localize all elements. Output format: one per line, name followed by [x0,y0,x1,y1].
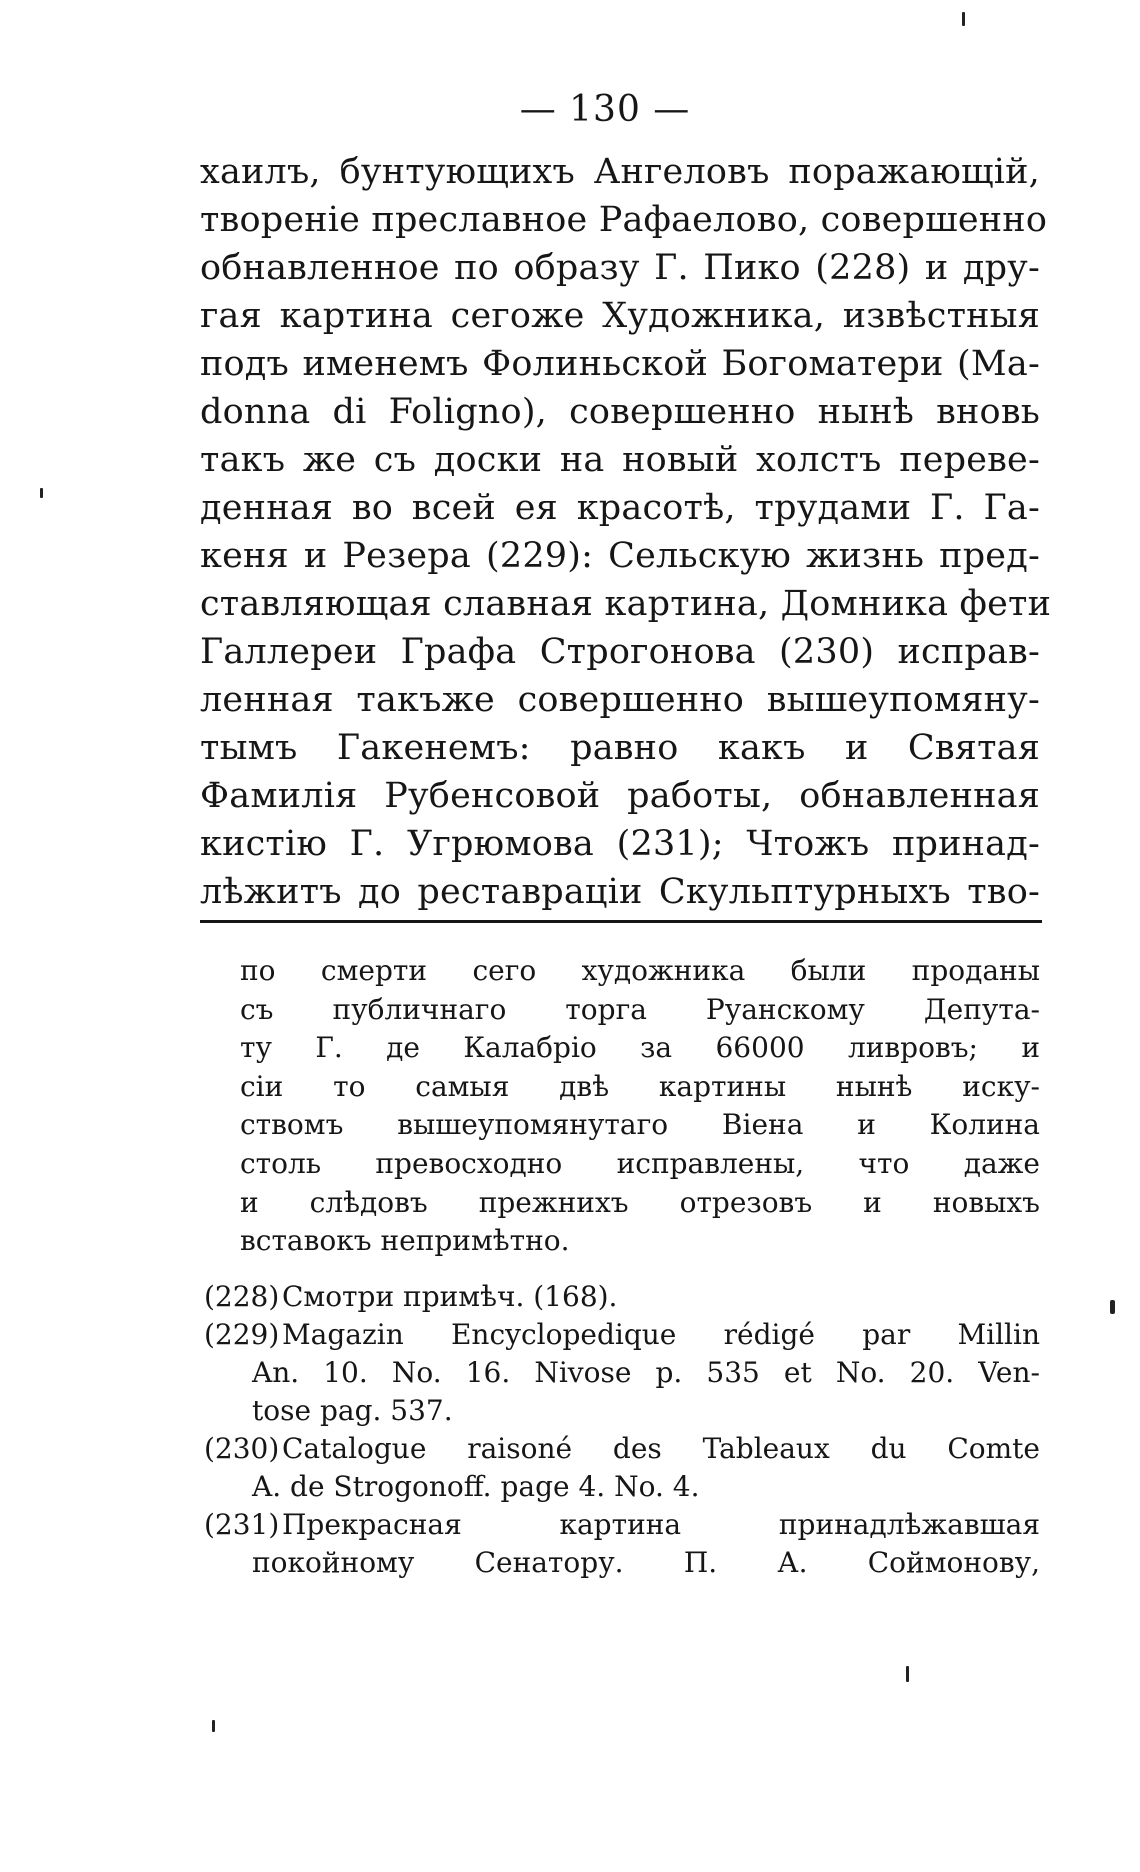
footnote-number: (229) [204,1318,280,1351]
page-number: — 130 — [519,89,691,130]
text-line: ставляющая славная картина, Домника фети [200,584,1052,624]
text-line: ленная такъже совершенно вышеупомяну- [200,680,1040,720]
text-line: кеня и Резера (229): Сельскую жизнь пред- [200,536,1040,576]
text-line: кистію Г. Угрюмова (231); Чтожъ принад- [200,824,1040,864]
footnote-229 [204,1316,1040,1430]
footnote-continuation [240,952,1040,1261]
footnote-text: Catalogue raisoné des Tableaux du Comte [282,1432,1040,1465]
text-line: такъ же съ доски на новый холстъ переве- [200,440,1040,480]
text-line: хаилъ, бунтующихъ Ангеловъ поражающій, [200,152,1040,192]
footnote-text: A. de Strogonoff. page 4. No. 4. [252,1470,700,1503]
footnote-text: Смотри примѣч. (168). [282,1280,618,1313]
footnote-text: An. 10. No. 16. Nivose p. 535 et No. 20. Ven- [252,1356,1040,1389]
footnote-text: tose pag. 537. [252,1394,453,1427]
footnote-line: съ публичнаго торга Руанскому Депута- [240,992,1040,1026]
text-line: твореніе преславное Рафаелово, совершенно [200,200,1048,240]
footnote-divider [200,920,1042,923]
scan-speck [906,1666,909,1682]
footnote-number: (231) [204,1508,280,1541]
footnote-text: Прекрасная картина принадлѣжавшая [282,1508,1040,1541]
text-line: денная во всей ея красотѣ, трудами Г. Га- [200,488,1040,528]
scan-speck [212,1720,215,1732]
footnote-line: ствомъ вышеупомянутаго Віена и Колина [240,1108,1040,1142]
footnote-line: и слѣдовъ прежнихъ отрезовъ и новыхъ [240,1185,1040,1219]
text-line: Галлереи Графа Строгонова (230) исправ- [200,632,1040,672]
footnotes [204,1278,1040,1582]
text-line: тымъ Гакенемъ: равно какъ и Святая [200,728,1040,768]
text-line: donna di Foligno), совершенно нынѣ вновь [200,392,1040,432]
footnote-number: (230) [204,1432,280,1465]
text-line: Фамилія Рубенсовой работы, обнавленная [200,776,1040,816]
footnote-number: (228) [204,1280,280,1313]
footnote-line: вставокъ непримѣтно. [240,1224,570,1258]
scan-speck [1110,1300,1115,1314]
footnote-line: сіи то самыя двѣ картины нынѣ иску- [240,1069,1040,1103]
footnote-228 [204,1278,1040,1316]
text-line: гая картина сегоже Художника, извѣстныя [200,296,1040,336]
main-text [200,148,1052,916]
footnote-text: покойному Сенатору. П. А. Соймонову, [252,1546,1040,1579]
text-line: обнавленное по образу Г. Пико (228) и дру- [200,248,1040,288]
scan-speck [40,488,43,498]
footnote-line: ту Г. де Калабріо за 66000 ливровъ; и [240,1031,1040,1065]
footnote-line: по смерти сего художника были проданы [240,954,1040,987]
text-line: подъ именемъ Фолиньской Богоматери (Ма- [200,344,1040,384]
footnote-231 [204,1506,1040,1582]
scan-speck [962,12,965,26]
footnote-230 [204,1430,1040,1506]
footnote-text: Magazin Encyclopedique rédigé par Millin [282,1318,1040,1351]
footnote-line: столь превосходно исправлены, что даже [240,1146,1040,1180]
text-line: лѣжитъ до реставраціи Скульптурныхъ тво- [200,872,1040,912]
